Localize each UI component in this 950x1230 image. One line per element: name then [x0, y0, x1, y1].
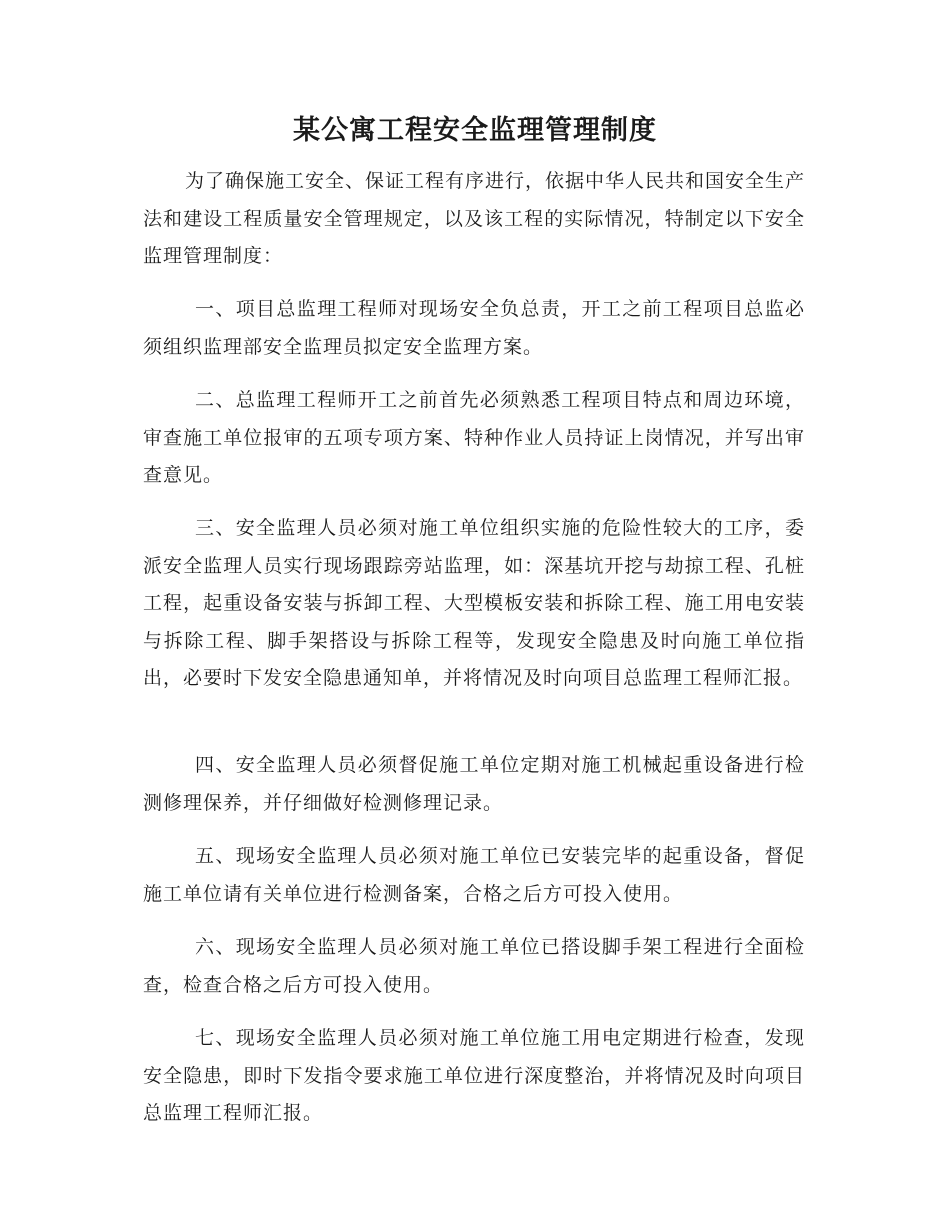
clause-5: 五、现场安全监理人员必须对施工单位已安装完毕的起重设备，督促施工单位请有关单位进行检测备案，合格之后方可投入使用。	[143, 845, 805, 905]
intro-paragraph: 为了确保施工安全、保证工程有序进行，依据中华人民共和国安全生产法和建设工程质量安全管理规定，以及该工程的实际情况，特制定以下安全监理管理制度：	[143, 170, 806, 267]
document-title: 某公寓工程安全监理管理制度	[293, 115, 657, 146]
clause-1: 一、项目总监理工程师对现场安全负总责，开工之前工程项目总监必须组织监理部安全监理员拟定安全监理方案。	[143, 298, 805, 358]
clause-6: 六、现场安全监理人员必须对施工单位已搭设脚手架工程进行全面检查，检查合格之后方可投入使用。	[143, 936, 805, 996]
clause-7: 七、现场安全监理人员必须对施工单位施工用电定期进行检查，发现安全隐患，即时下发指令要求施工单位进行深度整治，并将情况及时向项目总监理工程师汇报。	[143, 1027, 805, 1124]
clause-2: 二、总监理工程师开工之前首先必须熟悉工程项目特点和周边环境，审查施工单位报审的五项专项方案、特种作业人员持证上岗情况，并写出审查意见。	[143, 389, 805, 486]
clause-4: 四、安全监理人员必须督促施工单位定期对施工机械起重设备进行检测修理保养，并仔细做好检测修理记录。	[143, 754, 805, 814]
clause-3: 三、安全监理人员必须对施工单位组织实施的危险性较大的工序，委派安全监理人员实行现场跟踪旁站监理，如：深基坑开挖与劫掠工程、孔桩工程，起重设备安装与拆卸工程、大型模板安装和拆除工程、施工用电安装与拆除工程、脚手架搭设与拆除工程等，发现安全隐患及时向施工单位指出，必要时下发安全隐患通知单，并将情况及时向项目总监理工程师汇报。	[143, 517, 805, 689]
